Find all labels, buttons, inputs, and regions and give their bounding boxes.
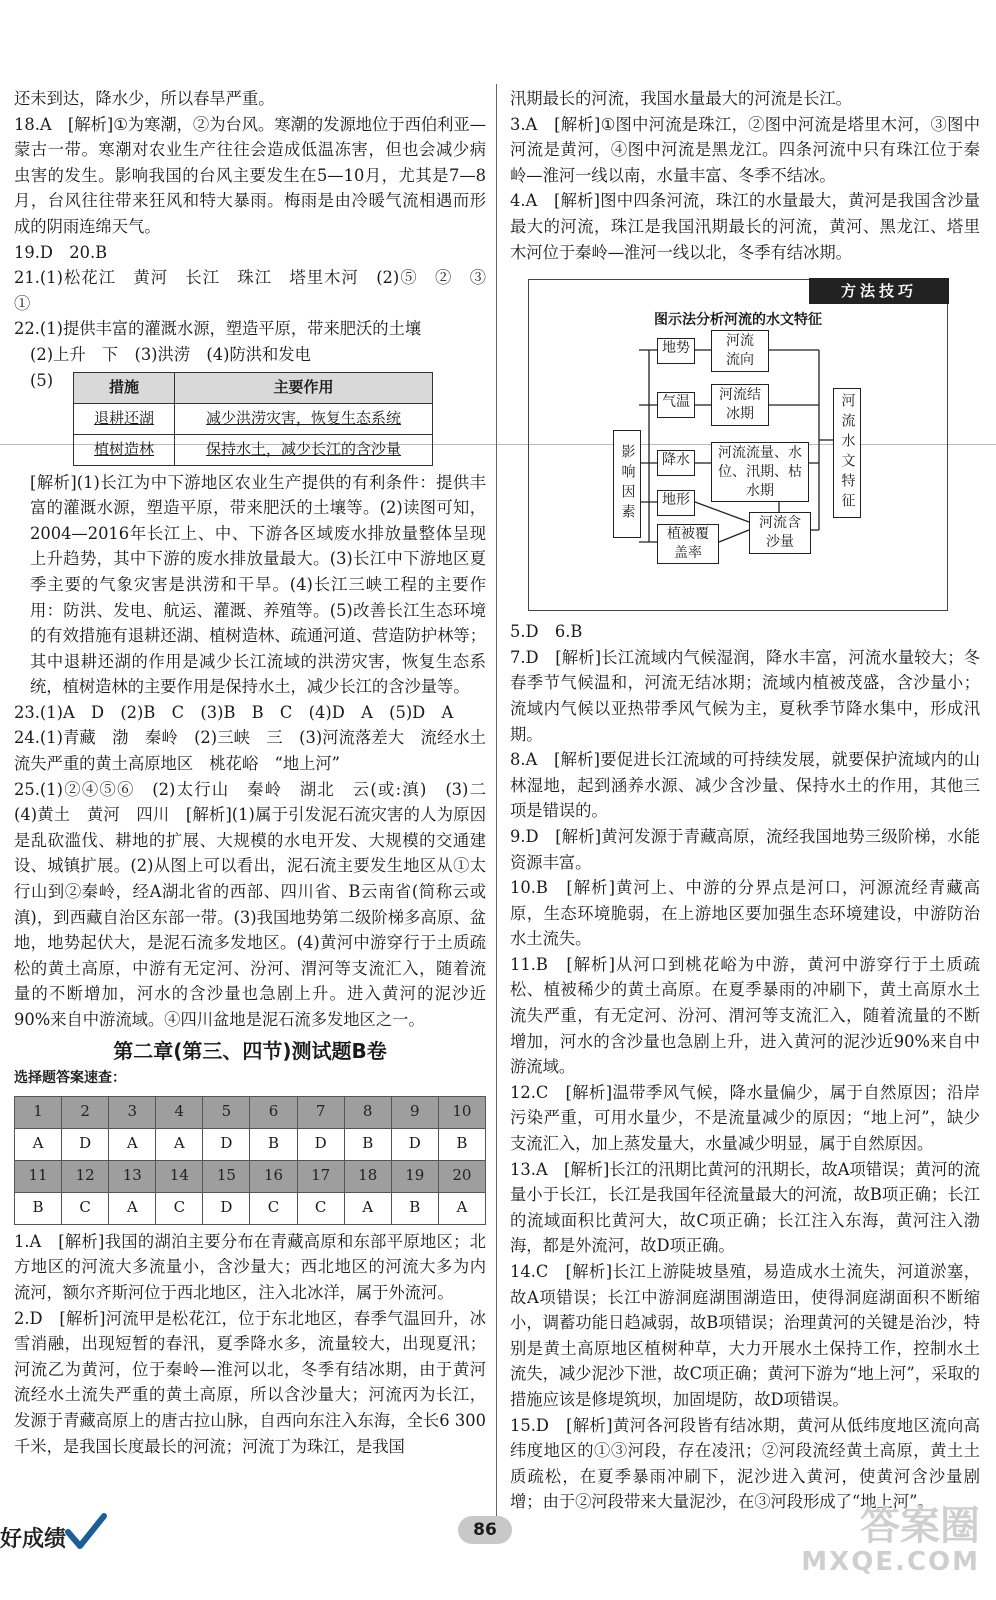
key-ans: D — [297, 1128, 344, 1160]
key-ans: B — [438, 1128, 485, 1160]
answer-b7: 7.D [解析]长江流域内气候湿润，降水丰富，河流水量较大；冬春季节气候温和，河流无结冰期；流域内植被茂盛，含沙量小；流域内气候以亚热带季风气候为主，夏秋季节降水集中，形成汛期。 — [510, 647, 980, 744]
outcome-direction: 河流流向 — [711, 330, 769, 372]
key-num: 2 — [62, 1096, 109, 1128]
key-num: 15 — [203, 1160, 250, 1192]
diagram-title: 图示法分析河流的水文特征 — [654, 312, 822, 329]
measures-table — [73, 372, 433, 466]
answer-18: 18.A [解析]①为寒潮，②为台风。寒潮的发源地位于西伯利亚—蒙古一带。寒潮对农业生产往往会造成低温冻害，但也会减少病虫害的发生。影响我国的台风主要发生在5—10月，尤其是7—8月，台风往往带来狂风和特大暴雨。梅雨是由冷暖气流相遇而形成的阴雨连绵天气。 — [14, 114, 486, 236]
measures-cell: 减少洪涝灾害，恢复生态系统 — [175, 403, 433, 434]
checkmark-icon — [64, 1512, 108, 1552]
key-num: 6 — [250, 1096, 297, 1128]
key-num: 10 — [438, 1096, 485, 1128]
part5-label: (5) — [30, 370, 54, 390]
answer-key-table — [14, 1096, 486, 1225]
quick-answer-title: 选择题答案速查： — [14, 1070, 126, 1087]
answer-b8: 8.A [解析]要促进长江流域的可持续发展，就要保护流域内的山林湿地，起到涵养水源、减少含沙量、保持水土的作用，其他三项是错误的。 — [510, 750, 980, 821]
key-num: 17 — [297, 1160, 344, 1192]
result-box: 河流水文特征 — [833, 388, 861, 518]
factor-landform: 地形 — [657, 490, 695, 516]
key-num: 5 — [203, 1096, 250, 1128]
key-ans: B — [15, 1192, 62, 1224]
measures-cell: 保持水土，减少长江的含沙量 — [175, 434, 433, 465]
right-column — [510, 86, 980, 1515]
factors-box: 影响因素 — [613, 430, 641, 538]
key-num: 20 — [438, 1160, 485, 1192]
factor-vegetation: 植被覆盖率 — [657, 524, 719, 564]
answer-22-part5 — [14, 368, 486, 470]
answer-19-20: 19.D 20.B — [14, 242, 108, 262]
page-number: 86 — [458, 1516, 512, 1544]
answer-b4: 4.A [解析]图中四条河流，珠江的水量最大，黄河是我国含沙量最大的河流，珠江是我国汛期最长的河流，黄河、黑龙江、塔里木河位于秦岭—淮河一线以北，冬季有结冰期。 — [510, 191, 980, 262]
key-num: 1 — [15, 1096, 62, 1128]
answer-b9: 9.D [解析]黄河发源于青藏高原，流经我国地势三级阶梯，水能资源丰富。 — [510, 826, 980, 872]
key-ans: C — [156, 1192, 203, 1224]
key-num: 13 — [109, 1160, 156, 1192]
answer-key-answers — [15, 1128, 486, 1160]
method-diagram — [528, 279, 948, 611]
watermark-logo: 答案圈 — [860, 1503, 980, 1549]
measures-cell: 退耕还湖 — [74, 403, 175, 434]
answer-22-part1: 22.(1)提供丰富的灌溉水源，塑造平原，带来肥沃的土壤 — [14, 319, 422, 339]
key-ans: D — [203, 1128, 250, 1160]
answer-key-numbers — [15, 1160, 486, 1192]
key-ans: A — [109, 1192, 156, 1224]
key-ans: A — [438, 1192, 485, 1224]
outcome-freeze: 河流结冰期 — [711, 384, 769, 426]
method-tips-tag: 方法技巧 — [809, 278, 949, 304]
key-ans: D — [62, 1128, 109, 1160]
key-ans: B — [391, 1192, 438, 1224]
answer-22-part2: (2)上升 下 (3)洪涝 (4)防洪和发电 — [30, 344, 311, 364]
answer-b2-tail: 汛期最长的河流，我国水量最大的河流是长江。 — [510, 89, 852, 108]
answer-25: 25.(1)②④⑤⑥ (2)太行山 秦岭 湖北 云(或:滇) (3)二 (4)黄土 黄河 四川 [解析](1)属于引发泥石流灾害的人为原因是乱砍滥伐、耕地的扩展、大规模的水电开发、大规模的交通建设、城镇扩展。(2)从图上可以看出，泥石流主要发生地区从①太行山到②秦岭，经A湖北省的西部、四川省、B云南省(简称云或滇)，到西藏自治区东部一带。(3)我国地势第二级阶梯多高原、盆地，地势起伏大，是泥石流多发地区。(4)黄河中游穿行于土质疏松的黄土高原，中游有无定河、汾河、渭河等支流汇入，随着流量的不断增加，河水的含沙量也急剧上升。进入黄河的泥沙近90%来自中游流域。④四川盆地是泥石流多发地区之一。 — [14, 779, 503, 1029]
answer-21: 21.(1)松花江 黄河 长江 珠江 塔里木河 (2)⑤ ② ③ ① — [14, 268, 503, 313]
answer-key-answers — [15, 1192, 486, 1224]
key-ans: D — [391, 1128, 438, 1160]
factor-precipitation: 降水 — [657, 450, 695, 476]
key-ans: B — [250, 1128, 297, 1160]
key-ans: A — [109, 1128, 156, 1160]
watermark-url: MXQE.COM — [801, 1547, 980, 1577]
answer-17-tail: 还未到达，降水少，所以春旱严重。 — [14, 89, 275, 108]
left-column — [14, 86, 503, 1459]
key-num: 14 — [156, 1160, 203, 1192]
answer-b11: 11.B [解析]从河口到桃花峪为中游，黄河中游穿行于土质疏松、植被稀少的黄土高原。在夏季暴雨的冲刷下，黄土高原水土流失严重，有无定河、汾河、渭河等支流汇入，随着流量的不断增加，河水的含沙量也急剧上升，进入黄河的泥沙近90%来自中游流域。 — [510, 954, 980, 1077]
key-num: 19 — [391, 1160, 438, 1192]
answer-22-explanation: [解析](1)长江为中下游地区农业生产提供的有利条件：提供丰富的灌溉水源，塑造平原，带来肥沃的土壤等。(2)读图可知，2004—2016年长江上、中、下游各区域废水排放量整体呈现上升趋势，其中下游的废水排放量最大。(3)长江中下游地区夏季主要的气象灾害是洪涝和干旱。(4)长江三峡工程的主要作用：防洪、发电、航运、灌溉、养殖等。(5)改善长江生态环境的有效措施有退耕还湖、植树造林、疏通河道、营造防护林等；其中退耕还湖的作用是减少长江流域的洪涝灾害，恢复生态系统，植树造林的主要作用是保持水土，减少长江的含沙量等。 — [30, 472, 486, 697]
measures-cell: 植树造林 — [74, 434, 175, 465]
factor-temperature: 气温 — [657, 392, 695, 418]
key-ans: B — [344, 1128, 391, 1160]
outcome-flow: 河流流量、水位、汛期、枯水期 — [711, 442, 809, 502]
answer-b14: 14.C [解析]长江上游陡坡垦殖，易造成水土流失，河道淤塞，故A项错误；长江中游洞庭湖围湖造田，使得洞庭湖面积不断缩小，调蓄功能日趋减弱，故B项错误；治理黄河的关键是治沙，特别是黄土高原地区植树种草，大力开展水土保持工作，控制水土流失，减少泥沙下泄，故C项正确；黄河下游为“地上河”，采取的措施应该是修堤筑坝，加固堤防，故D项错误。 — [510, 1262, 980, 1409]
section-title: 第二章(第三、四节)测试题B卷 — [113, 1038, 387, 1063]
answer-b5-6: 5.D 6.B — [510, 622, 583, 642]
outcome-sediment: 河流含沙量 — [749, 512, 811, 554]
key-num: 11 — [15, 1160, 62, 1192]
watermark — [801, 1504, 980, 1576]
answer-b12: 12.C [解析]温带季风气候，降水量偏少，属于自然原因；沿岸污染严重，可用水量少，不是流量减少的原因；“地上河”，缺少支流汇入，加上蒸发量大，水量减少明显，属于自然原因。 — [510, 1082, 980, 1154]
answer-b2: 2.D [解析]河流甲是松花江，位于东北地区，春季气温回升，冰雪消融，出现短暂的春汛，夏季降水多，流量较大，出现夏汛；河流乙为黄河，位于秦岭—淮河以北，冬季有结冰期，由于黄河流经水土流失严重的黄土高原，所以含沙量大；河流丙为长江，发源于青藏高原上的唐古拉山脉，自西向东注入东海，全长6 300千米，是我国长度最长的河流；河流丁为珠江，是我国 — [14, 1308, 486, 1456]
key-num: 16 — [250, 1160, 297, 1192]
measures-header-cell: 主要作用 — [175, 372, 433, 403]
key-num: 12 — [62, 1160, 109, 1192]
key-ans: A — [156, 1128, 203, 1160]
key-ans: A — [15, 1128, 62, 1160]
key-num: 7 — [297, 1096, 344, 1128]
key-num: 9 — [391, 1096, 438, 1128]
key-ans: A — [344, 1192, 391, 1224]
key-num: 4 — [156, 1096, 203, 1128]
key-ans: D — [203, 1192, 250, 1224]
column-divider — [496, 84, 497, 1544]
answer-b10: 10.B [解析]黄河上、中游的分界点是河口，河源流经青藏高原，生态环境脆弱，在上游地区要加强生态环境建设，中游防治水土流失。 — [510, 878, 980, 949]
answer-24: 24.(1)青藏 渤 秦岭 (2)三峡 三 (3)河流落差大 流经水土流失严重的黄土高原地区 桃花峪 “地上河” — [14, 728, 486, 774]
answer-b13: 13.A [解析]长江的汛期比黄河的汛期长，故A项错误；黄河的流量小于长江，长江是我国年径流量最大的河流，故B项正确；长江的流域面积比黄河大，故C项正确；长江注入东海，黄河注入渤海，都是外流河，故D项正确。 — [510, 1159, 980, 1256]
key-ans: C — [297, 1192, 344, 1224]
answer-b3: 3.A [解析]①图中河流是珠江，②图中河流是塔里木河，③图中河流是黄河，④图中河流是黑龙江。四条河流中只有珠江位于秦岭—淮河一线以南，水量丰富、冬季不结冰。 — [510, 114, 980, 185]
key-num: 3 — [109, 1096, 156, 1128]
key-ans: C — [250, 1192, 297, 1224]
answer-key-numbers — [15, 1096, 486, 1128]
answer-b1: 1.A [解析]我国的湖泊主要分布在青藏高原和东部平原地区；北方地区的河流大多流量小，含沙量大；西北地区的河流大多为内流河，额尔齐斯河位于西北地区，注入北冰洋，属于外流河。 — [14, 1231, 486, 1302]
answer-b15: 15.D [解析]黄河各河段皆有结冰期，黄河从低纬度地区流向高纬度地区的①③河段，存在凌汛；②河段流经黄土高原，黄土土质疏松，在夏季暴雨冲刷下，泥沙进入黄河，使黄河含沙量剧增；由于②河段带来大量泥沙，在③河段形成了“地上河”。 — [510, 1415, 980, 1512]
measures-header-cell: 措施 — [74, 372, 175, 403]
answer-23: 23.(1)A D (2)B C (3)B B C (4)D A (5)D A — [14, 702, 454, 722]
key-num: 8 — [344, 1096, 391, 1128]
factor-terrain: 地势 — [657, 338, 695, 364]
key-ans: C — [62, 1192, 109, 1224]
key-num: 18 — [344, 1160, 391, 1192]
brand-logo-text: 好成绩 — [0, 1527, 67, 1552]
